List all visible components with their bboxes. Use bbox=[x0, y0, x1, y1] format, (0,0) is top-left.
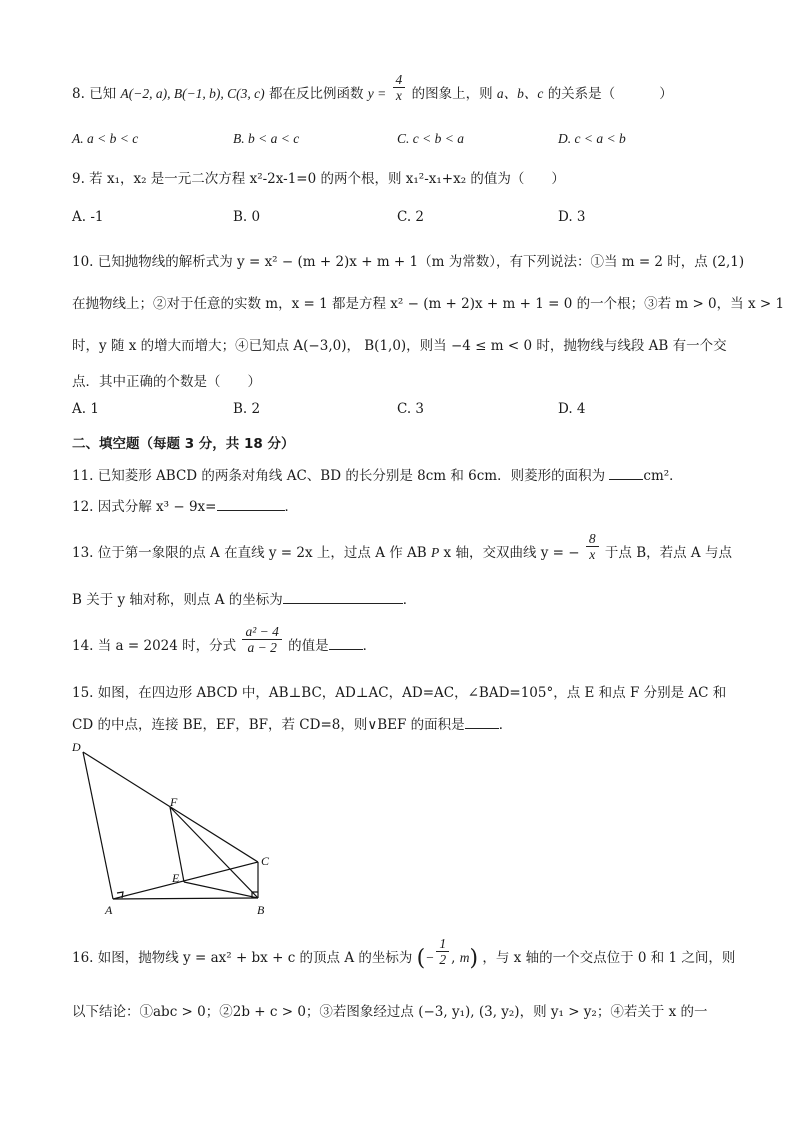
q9-option-c: C. 2 bbox=[397, 209, 425, 225]
q8-option-c: C. c < b < a bbox=[397, 131, 464, 146]
q8-option-b: B. b < a < c bbox=[233, 131, 300, 146]
q10-option-b: B. 2 bbox=[233, 401, 261, 417]
question-13-line-1: 13. 位于第一象限的点 A 在直线 y = 2x 上，过点 A 作 AB P x 轴，交双曲线 y = − $\frac{8}{x}$ 于点 B，若点 A 与点 bbox=[72, 531, 732, 562]
point-label-d: D bbox=[72, 740, 81, 754]
point-label-e: E bbox=[172, 871, 180, 885]
fraction-4-over-x: $\frac{4}{x}$ bbox=[393, 72, 406, 103]
question-13-line-2: B 关于 y 轴对称，则点 A 的坐标为 ． bbox=[72, 592, 417, 608]
q10-option-c: C. 3 bbox=[397, 401, 425, 417]
parallel-symbol: P bbox=[431, 545, 440, 560]
answer-blank[interactable] bbox=[465, 716, 499, 729]
q10-option-a: A. 1 bbox=[72, 401, 99, 417]
point-label-c: C bbox=[261, 854, 270, 868]
answer-blank[interactable] bbox=[217, 498, 285, 511]
question-16-line-1: 16. 如图，抛物线 y = ax² + bx + c 的顶点 A 的坐标为 (− $\frac{1}{2}$ , m) ，与 x 轴的一个交点位于 0 和 1 之间，则 bbox=[72, 936, 736, 971]
question-16-line-2: 以下结论：①abc > 0；②2b + c > 0；③若图象经过点 (−3, y₁), (3, y₂)，则 y₁ > y₂；④若关于 x 的一 bbox=[72, 1004, 708, 1020]
question-10-line-4: 点．其中正确的个数是（ ） bbox=[72, 374, 261, 390]
quadrilateral-figure bbox=[66, 740, 286, 920]
answer-blank[interactable] bbox=[283, 591, 403, 604]
q9-option-b: B. 0 bbox=[233, 209, 261, 225]
q8-option-d: D. c < a < b bbox=[558, 131, 626, 146]
question-15-line-1: 15. 如图，在四边形 ABCD 中，AB⊥BC，AD⊥AC，AD=AC，∠BAD=105°，点 E 和点 F 分别是 AC 和 bbox=[72, 685, 727, 701]
question-12: 12. 因式分解 x³ − 9x= ． bbox=[72, 499, 298, 515]
fraction-a2-4-over-a-2: $\frac{\text{a² − 4}}{a - 2}$ bbox=[242, 624, 281, 655]
point-label-f: F bbox=[170, 795, 178, 809]
question-8: 8. 已知 A(−2, a), B(−1, b), C(3, c) 都在反比例函数 y = $\frac{4}{x}$ 的图象上，则 a、b、c 的关系是（ ） bbox=[72, 72, 673, 103]
answer-blank[interactable] bbox=[609, 467, 643, 480]
answer-blank[interactable] bbox=[329, 637, 363, 650]
point-label-a: A bbox=[105, 903, 113, 917]
q9-option-a: A. -1 bbox=[72, 209, 104, 225]
fraction-1-over-2: $\frac{1}{2}$ bbox=[436, 936, 449, 967]
question-9: 9. 若 x₁，x₂ 是一元二次方程 x²-2x-1=0 的两个根，则 x₁²-x₁+x₂ 的值为（ ） bbox=[72, 171, 565, 187]
question-10-line-2: 在抛物线上；②对于任意的实数 m，x = 1 都是方程 x² − (m + 2)x + m + 1 = 0 的一个根；③若 m > 0，当 x > 1 bbox=[72, 296, 785, 312]
section-heading: 二、填空题（每题 3 分，共 18 分） bbox=[72, 436, 295, 452]
point-label-b: B bbox=[257, 903, 265, 917]
question-14: 14. 当 a = 2024 时，分式 $\frac{\text{a² − 4}}{a - 2}$ 的值是 ． bbox=[72, 624, 377, 655]
question-15-line-2: CD 的中点，连接 BE，EF，BF，若 CD=8，则∨BEF 的面积是 ． bbox=[72, 717, 513, 733]
question-10-line-1: 10. 已知抛物线的解析式为 y = x² − (m + 2)x + m + 1（m 为常数），有下列说法：①当 m = 2 时，点 (2,1) bbox=[72, 254, 745, 270]
question-11: 11. 已知菱形 ABCD 的两条对角线 AC、BD 的长分别是 8cm 和 6cm．则菱形的面积为 cm²． bbox=[72, 468, 683, 484]
q10-option-d: D. 4 bbox=[558, 401, 586, 417]
q8-option-a: A. a < b < c bbox=[72, 131, 139, 146]
fraction-8-over-x: $\frac{8}{x}$ bbox=[586, 531, 599, 562]
q9-option-d: D. 3 bbox=[558, 209, 586, 225]
question-10-line-3: 时，y 随 x 的增大而增大；④已知点 A(−3,0)， B(1,0)，则当 −4 ≤ m < 0 时，抛物线与线段 AB 有一个交 bbox=[72, 338, 727, 354]
